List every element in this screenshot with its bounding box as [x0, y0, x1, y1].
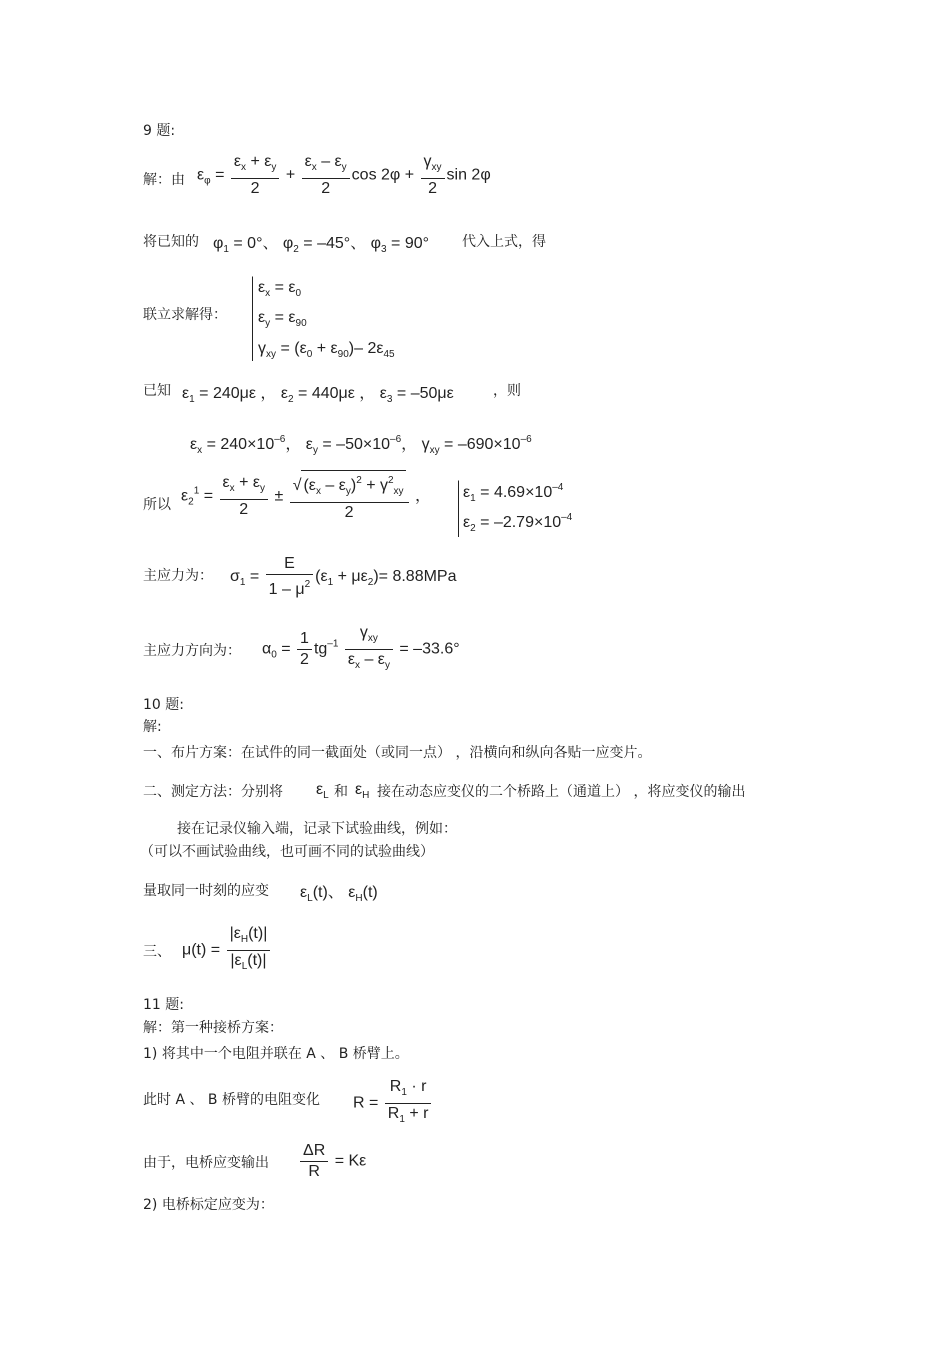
- eps-H: $\varepsilon_H$: [355, 781, 370, 801]
- direction-formula: $\alpha_0$ = $\frac{1}{2}$ $tg^{-1}$ $\frac{\gamma_{xy}}{\varepsilon_x - \varepsilon_y}$ = –33.6°: [262, 624, 460, 671]
- problem-11-intro: 解：第一种接桥方案：: [143, 1020, 283, 1036]
- known-angles-suffix: 代入上式，得: [462, 234, 546, 250]
- eq-ex: $\varepsilon_x = \varepsilon_0$: [258, 279, 302, 299]
- bridge-output-formula: $\frac{\Delta R}{R}$ = Kε: [298, 1141, 366, 1182]
- known-angles-prefix: 将已知的: [143, 234, 199, 250]
- result-brace: [458, 480, 459, 537]
- eps1-result: $\varepsilon_1 = 4.69\times 10^{-4}$: [463, 482, 564, 504]
- item-1-c: 由于，电桥应变输出: [143, 1155, 269, 1171]
- eq-ey: $\varepsilon_y = \varepsilon_{90}$: [258, 309, 307, 329]
- problem-9-heading: 9 题:: [143, 123, 176, 139]
- step-2-b: 和: [334, 784, 348, 800]
- parallel-resistance-formula: R = $\frac{R_1 \cdot r}{R_1 + r}$: [353, 1077, 433, 1130]
- principal-stress-formula: $\sigma_1$ = $\frac{E}{1 - \mu^2}$ $(\varepsilon_1 + \mu\varepsilon_2)= 8.88MPa$: [230, 555, 457, 598]
- direction-value: = –33.6°: [399, 640, 460, 658]
- problem-11-heading: 11 题:: [143, 997, 184, 1013]
- problem-10-intro: 解:: [143, 719, 162, 735]
- system-brace: [252, 276, 253, 361]
- principal-stress-label: 主应力为：: [143, 568, 213, 584]
- item-1: 1) 将其中一个电阻并联在 A 、 B 桥臂上。: [143, 1046, 409, 1062]
- eps2-result: $\varepsilon_2 = -2.79\times 10^{-4}$: [463, 512, 573, 534]
- given-prefix: 已知: [143, 383, 171, 399]
- eps-L: $\varepsilon_L$: [316, 781, 329, 801]
- step-2-a: 二、测定方法：分别将: [143, 784, 283, 800]
- item-2: 2) 电桥标定应变为：: [143, 1197, 274, 1213]
- problem-9-intro: 解：由: [143, 172, 185, 188]
- strain-transformation-formula: $\varepsilon_\varphi$ = $\frac{\varepsilon_x + \varepsilon_y}{2}$ + $\frac{\varepsilon_x - \varepsilon_y}{2}$ cos 2φ + $\frac{\gamma_{xy}}{2}$ sin 2φ: [197, 153, 491, 197]
- so-label: 所以: [143, 497, 171, 513]
- solve-label: 联立求解得：: [143, 307, 227, 323]
- strain-functions: $\varepsilon_L(t)$、 $\varepsilon_H(t)$: [300, 884, 378, 904]
- given-strains: $\varepsilon_1 = 240\mu\varepsilon$ ， $\varepsilon_2 = 440\mu\varepsilon$ ， $\varepsilon_3 = -50\mu\varepsilon$: [182, 385, 454, 405]
- known-angles-formula: $\varphi_1 = 0^\circ$、 $\varphi_2 = -45^\circ$、 $\varphi_3 = 90^\circ$: [213, 235, 430, 255]
- given-suffix: ，则: [493, 383, 521, 399]
- step-2-line2: 接在记录仪输入端，记录下试验曲线，例如：: [177, 821, 457, 837]
- computed-strains: $\varepsilon_x = 240\times 10^{-6}$， $\varepsilon_y = -50\times 10^{-6}$， $\gamma_{xy} = -690\times 10^{-6}$: [190, 434, 532, 456]
- step-2-line4: 量取同一时刻的应变: [143, 883, 269, 899]
- eq-gxy: $\gamma_{xy} = (\varepsilon_0 + \varepsilon_{90})-$ $2\varepsilon_{45}$: [258, 340, 395, 360]
- step-1: 一、布片方案：在试件的同一截面处（或同一点） ，沿横向和纵向各贴一应变片。: [143, 745, 652, 761]
- direction-label: 主应力方向为：: [143, 643, 241, 659]
- item-1-b: 此时 A 、 B 桥臂的电阻变化: [143, 1092, 320, 1108]
- problem-10-heading: 10 题:: [143, 697, 184, 713]
- step-3: 三、: [143, 944, 171, 960]
- step-2-c: 接在动态应变仪的二个桥路上（通道上） ，将应变仪的输出: [377, 784, 746, 800]
- step-2-line3: （可以不画试验曲线，也可画不同的试验曲线）: [140, 844, 434, 860]
- poisson-formula: μ(t) = $\frac{|\varepsilon_H(t)|}{|\varepsilon_L(t)|}$: [182, 924, 272, 977]
- principal-strain-formula: $\varepsilon_2^1$ = $\frac{\varepsilon_x + \varepsilon_y}{2}$ ± $\frac{√ (\varepsilon_x - \varepsilon_y)^2 + \gamma^2_{xy}}{2}$ ，: [181, 470, 431, 523]
- principal-stress-value: = 8.88MPa: [378, 568, 457, 586]
